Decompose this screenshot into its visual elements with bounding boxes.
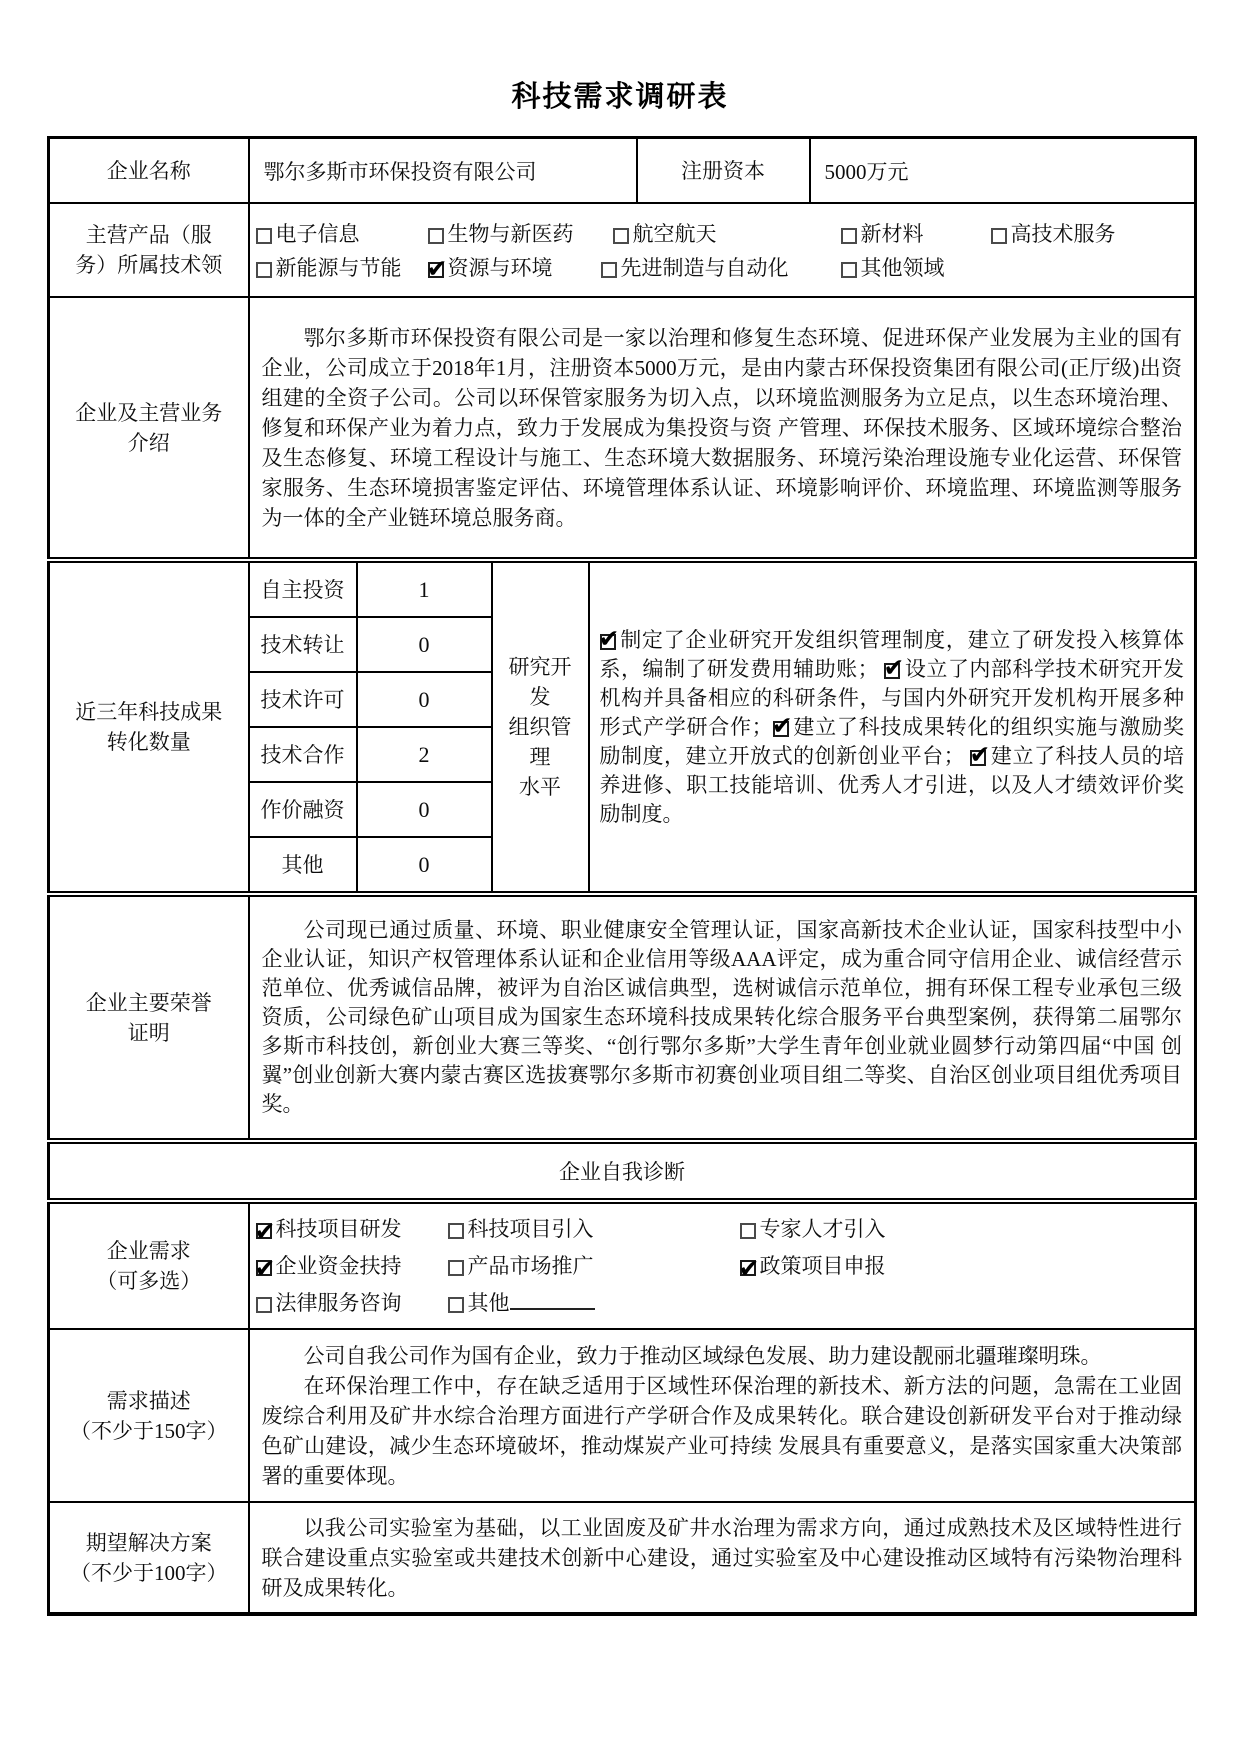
table-row [49, 894, 1196, 1141]
transfer-item-value: 0 [357, 672, 492, 727]
checkbox-label: 专家人才引入 [759, 1216, 886, 1241]
solution-label: 期望解决方案 （不少于100字） [49, 1502, 249, 1614]
honors-cell [249, 894, 1196, 1141]
checkbox-label: 科技项目引入 [467, 1216, 594, 1241]
transfer-item-value: 1 [357, 560, 492, 617]
checkbox-icon[interactable] [970, 750, 986, 766]
checkbox-icon [256, 1297, 272, 1313]
transfer-item-value: 2 [357, 727, 492, 782]
tech-field-option-row [256, 217, 1195, 251]
tech-field-option[interactable] [256, 217, 428, 251]
tech-field-option[interactable] [428, 251, 601, 285]
table-row [49, 138, 1196, 204]
checkbox-icon [256, 1223, 272, 1239]
rd-level-text [590, 620, 1195, 835]
tech-field-option[interactable] [841, 217, 991, 251]
solution-cell [249, 1502, 1196, 1614]
checkbox-label: 产品市场推广 [467, 1253, 594, 1278]
checkbox-icon [841, 228, 857, 244]
table-row [49, 1201, 1196, 1329]
need-option[interactable] [740, 1248, 886, 1285]
needs-option-row [256, 1211, 1195, 1248]
checkbox-label: 其他 [467, 1290, 510, 1315]
registered-capital-label: 注册资本 [637, 138, 810, 204]
rd-item-text: 建立了科技成果转化的组织实施与激励奖励制度，建立开放式的创新创业平台； [599, 714, 1185, 768]
tech-field-label: 主营产品（服 务）所属技术领 [49, 203, 249, 297]
demand-desc-label: 需求描述 （不少于150字） [49, 1329, 249, 1502]
demand-desc-cell [249, 1329, 1196, 1502]
tech-field-option[interactable] [613, 217, 841, 251]
needs-option-row [256, 1248, 1195, 1285]
transfer-item-name: 技术合作 [249, 727, 357, 782]
checkbox-icon [841, 262, 857, 278]
checkbox-icon [740, 1223, 756, 1239]
solution-text: 以我公司实验室为基础，以工业固废及矿井水治理为需求方向，通过成熟技术及区域特性进行联合建设重点实验室或共建技术创新中心建设，通过实验室及中心建设推动区域特有污染物治理科研及成果转化。 [261, 1515, 1182, 1600]
checkbox-icon [428, 262, 444, 278]
transfer-item-name: 技术许可 [249, 672, 357, 727]
checkbox-icon [991, 228, 1007, 244]
checkbox-icon [740, 1260, 756, 1276]
rd-item-text: 建立了科技人员的培养进修、职工技能培训、优秀人才引进，以及人才绩效评价奖励制度。 [599, 743, 1185, 826]
checkbox-icon [256, 228, 272, 244]
checkbox-label: 资源与环境 [447, 256, 553, 280]
demand-desc-paragraph: 公司自我公司作为国有企业，致力于推动区域绿色发展、助力建设靓丽北疆璀璨明珠。 [303, 1343, 1102, 1368]
tech-field-option-row [256, 251, 1195, 285]
tech-field-option[interactable] [841, 251, 945, 285]
checkbox-icon [448, 1223, 464, 1239]
tech-field-options [249, 203, 1196, 297]
rd-item-text: 设立了内部科学技术研究开发机构并具备相应的科研条件，与国内外研究开发机构开展多种形式产学研合作； [599, 656, 1184, 739]
transfer-item-name: 其他 [249, 837, 357, 894]
survey-table [47, 136, 1197, 1616]
transfer-item-name: 自主投资 [249, 560, 357, 617]
checkbox-icon [256, 1260, 272, 1276]
rd-level-label: 研究开发 组织管理 水平 [492, 560, 589, 894]
checkbox-label: 法律服务咨询 [275, 1290, 402, 1315]
business-intro-label: 企业及主营业务 介绍 [49, 297, 249, 560]
checkbox-label: 新能源与节能 [275, 256, 402, 280]
checkbox-label: 先进制造与自动化 [620, 256, 789, 280]
checkbox-label: 新材料 [860, 222, 924, 246]
table-row [49, 560, 1196, 617]
table-row [49, 1141, 1196, 1201]
checkbox-icon [613, 228, 629, 244]
need-option[interactable] [256, 1285, 448, 1322]
page-title: 科技需求调研表 [511, 81, 729, 113]
table-row [49, 1329, 1196, 1502]
tech-field-option[interactable] [991, 217, 1116, 251]
table-row [49, 203, 1196, 297]
other-blank-line [510, 1294, 595, 1310]
demand-desc-paragraph: 在环保治理工作中，存在缺乏适用于区域性环保治理的新技术、新方法的问题，急需在工业固废综合利用及矿井水综合治理方面进行产学研合作及成果转化。联合建设创新研发平台对于推动绿色矿山建设，减少生态环境破坏，推动煤炭产业可持续 发展具有重要意义，是落实国家重大决策部署的重要体现。 [261, 1373, 1182, 1488]
checkbox-icon[interactable] [600, 634, 616, 650]
company-name-label: 企业名称 [49, 138, 249, 204]
rd-level-cell [589, 560, 1196, 894]
transfer-item-value: 0 [357, 837, 492, 894]
checkbox-label: 高技术服务 [1010, 222, 1116, 246]
honors-text: 公司现已通过质量、环境、职业健康安全管理认证，国家高新技术企业认证，国家科技型中小企业认证，知识产权管理体系认证和企业信用等级AAA评定，成为重合同守信用企业、诚信经营示范单位、优秀诚信品牌，被评为自治区诚信典型，选树诚信示范单位，拥有环保工程专业承包三级资质，公司绿色矿山项目成为国家生态环境科技成果转化综合服务平台典型案例，获得第二届鄂尔多斯市科技创，新创业大赛三等奖、“创行鄂尔多斯”大学生青年创业就业圆梦行动第四届“中国 创翼”创业创新大赛内蒙古赛区选拔赛鄂尔多斯市初赛创业项目组二等奖、自治区创业项目组优秀项目奖。 [261, 918, 1182, 1116]
checkbox-icon[interactable] [773, 721, 789, 737]
tech-field-option[interactable] [428, 217, 613, 251]
need-option[interactable] [740, 1211, 886, 1248]
transfer-label: 近三年科技成果 转化数量 [49, 560, 249, 894]
business-intro-cell [249, 297, 1196, 560]
need-option[interactable] [448, 1248, 740, 1285]
checkbox-icon [601, 262, 617, 278]
checkbox-label: 科技项目研发 [275, 1216, 402, 1241]
checkbox-label: 生物与新医药 [447, 222, 574, 246]
transfer-item-value: 0 [357, 782, 492, 837]
table-row [49, 297, 1196, 560]
company-name-value: 鄂尔多斯市环保投资有限公司 [249, 138, 637, 204]
checkbox-label: 电子信息 [275, 222, 360, 246]
checkbox-label: 政策项目申报 [759, 1253, 886, 1278]
checkbox-label: 航空航天 [632, 222, 717, 246]
table-row [49, 1502, 1196, 1614]
needs-options [249, 1201, 1196, 1329]
checkbox-icon[interactable] [884, 663, 900, 679]
transfer-item-name: 技术转让 [249, 617, 357, 672]
registered-capital-value: 5000万元 [810, 138, 1196, 204]
transfer-item-value: 0 [357, 617, 492, 672]
checkbox-icon [448, 1297, 464, 1313]
need-option[interactable] [256, 1248, 448, 1285]
checkbox-icon [428, 228, 444, 244]
checkbox-icon [256, 262, 272, 278]
checkbox-label: 其他领域 [860, 256, 945, 280]
needs-option-row [256, 1285, 1195, 1322]
tech-field-option[interactable] [601, 251, 841, 285]
need-option-other[interactable] [448, 1285, 595, 1322]
business-intro-text: 鄂尔多斯市环保投资有限公司是一家以治理和修复生态环境、促进环保产业发展为主业的国有企业，公司成立于2018年1月，注册资本5000万元，是由内蒙古环保投资集团有限公司(正厅级)出资组建的全资子公司。公司以环保管家服务为切入点，以环境监测服务为立足点，以生态环境治理、修复和环保产业为着力点，致力于发展成为集投资与资 产管理、环保技术服务、区域环境综合整治及生态修复、环境工程设计与施工、生态环境大数据服务、环境污染治理设施专业化运营、环保管家服务、生态环境损害鉴定评估、环境管理体系认证、环境影响评价、环境监理、环境监测等服务为一体的全产业链环境总服务商。 [261, 325, 1182, 530]
checkbox-label: 企业资金扶持 [275, 1253, 402, 1278]
checkbox-icon [448, 1260, 464, 1276]
rd-item-text: 制定了企业研究开发组织管理制度，建立了研发投入核算体系，编制了研发费用辅助账； [599, 627, 1184, 681]
self-diagnosis-header: 企业自我诊断 [49, 1141, 1196, 1201]
need-option[interactable] [448, 1211, 740, 1248]
needs-label: 企业需求 （可多选） [49, 1201, 249, 1329]
tech-field-option[interactable] [256, 251, 428, 285]
transfer-item-name: 作价融资 [249, 782, 357, 837]
honors-label: 企业主要荣誉 证明 [49, 894, 249, 1141]
need-option[interactable] [256, 1211, 448, 1248]
